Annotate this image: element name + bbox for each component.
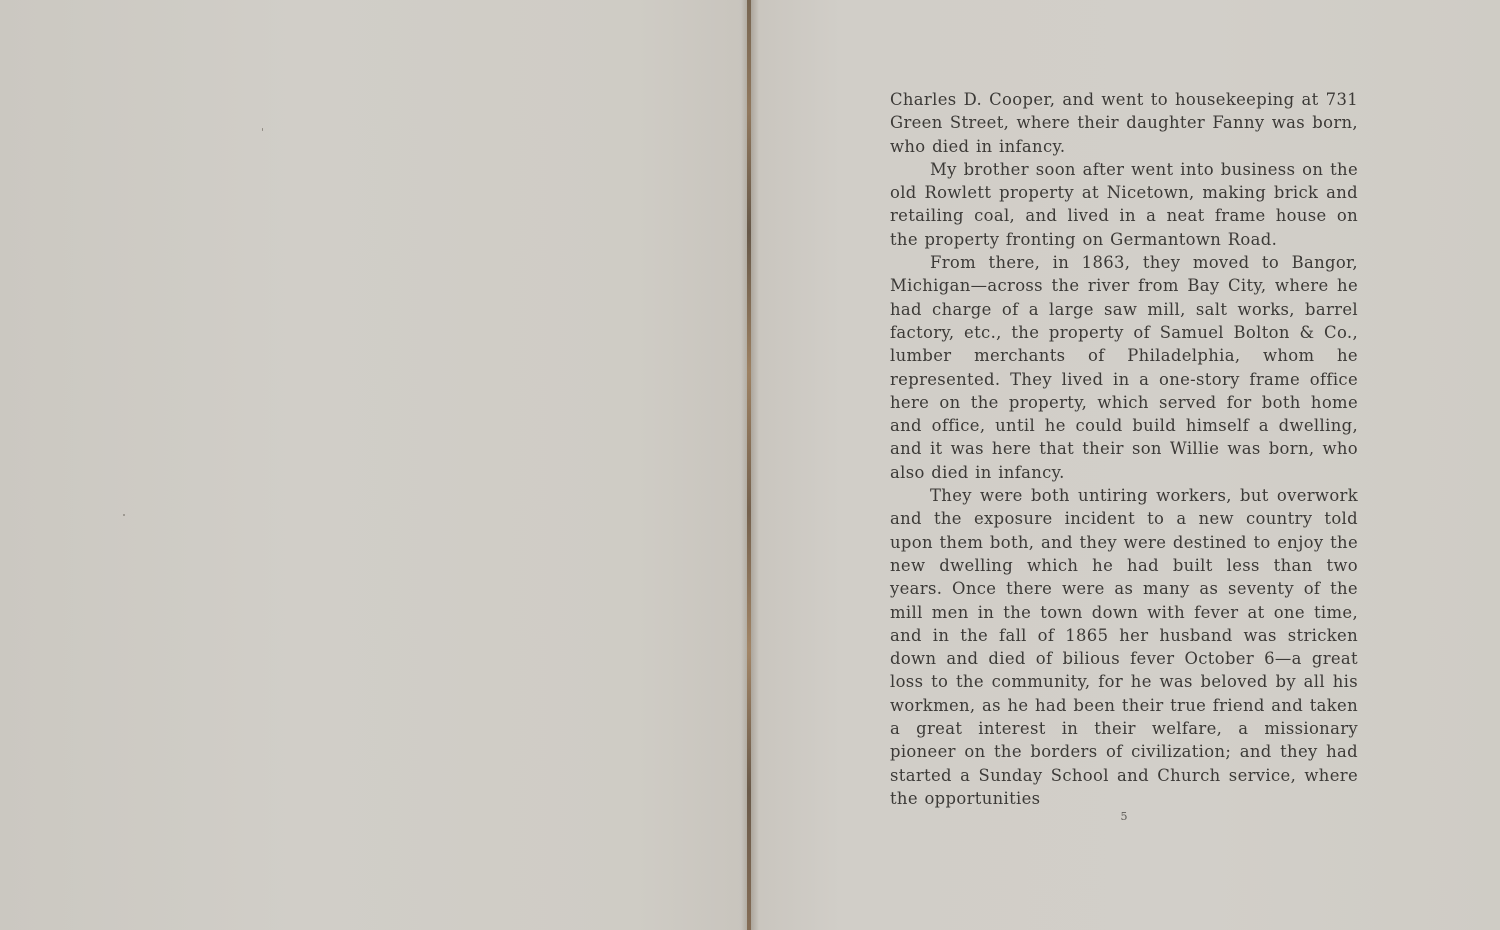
left-page-blank (0, 0, 748, 930)
paragraph: My brother soon after went into business on the old Rowlett property at Nicetown, making brick and retailing coal, and lived in a neat frame house on the property fronting on Germantown Road. (890, 159, 1358, 249)
binding-edge (747, 0, 751, 930)
body-text (890, 88, 1358, 810)
paragraph: They were both untiring workers, but overwork and the exposure incident to a new country told upon them both, and they were destined to enjoy the new dwelling which he had built less than two years. Once there were as many as seventy of the mill men in the town down with fever at one time, and in the fall of 1865 her husband was stricken down and died of bilious fever October 6—a great loss to the community, for he was beloved by all his workmen, as he had been their true friend and taken a great interest in their welfare, a missionary pioneer on the borders of civilization; and they had started a Sunday School and Church service, where the opportunities (890, 486, 1358, 808)
paragraph: Charles D. Cooper, and went to housekeeping at 731 Green Street, where their daughter Fanny was born, who died in infancy. (890, 90, 1358, 156)
paragraph: From there, in 1863, they moved to Bangor, Michigan—across the river from Bay City, where he had charge of a large saw mill, salt works, barrel factory, etc., the property of Samuel Bolton & Co., lumber merchants of Philadelphia, whom he represented. They lived in a one-story frame office here on the property, which served for both home and office, until he could build himself a dwelling, and it was here that their son Willie was born, who also died in infancy. (890, 253, 1358, 482)
book-gutter (741, 0, 759, 930)
paper-speck (123, 514, 125, 516)
page-number: 5 (1120, 810, 1128, 823)
paper-speck (262, 128, 263, 131)
